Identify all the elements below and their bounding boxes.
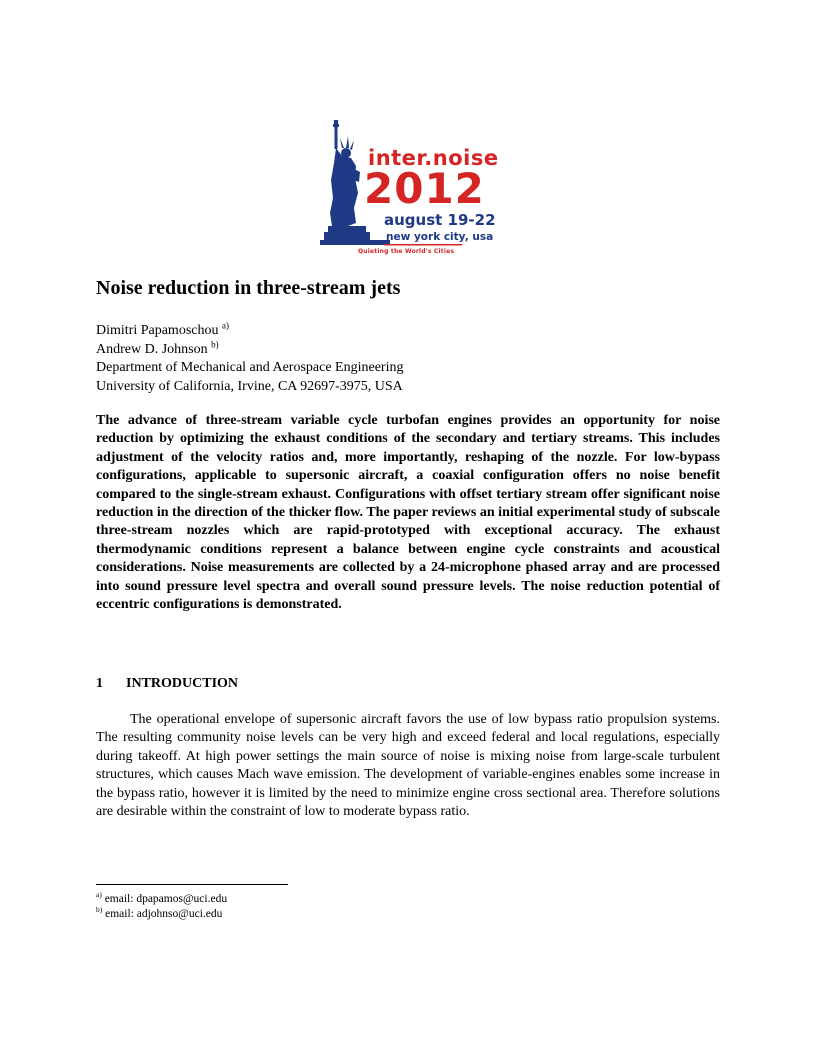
affiliation-department: Department of Mechanical and Aerospace Engineering [96,360,404,375]
section-number: 1 [96,676,103,691]
footnote-mark: a) [96,890,102,900]
logo-tagline: Quieting the World's Cities [358,248,455,255]
author-footnote-mark: b) [211,338,219,349]
author-1 [96,322,403,341]
author-footnote-mark: a) [222,320,229,331]
footnote-b [96,904,227,922]
footnote-a [96,892,227,907]
footnote-email: email: dpapamos@uci.edu [101,893,228,905]
footnotes [96,892,227,921]
section-heading [96,675,238,693]
abstract: The advance of three-stream variable cycle turbofan engines provides an opportunity for noise reduction by optimizing the exhaust conditions of the secondary and tertiary streams. This includes adjustment of the velocity ratios and, more importantly, reshaping of the nozzle. For low-bypass configurations, applicable to supersonic aircraft, a coaxial configuration offers no noise benefit compared to the single-stream exhaust. Configurations with offset tertiary stream offer significant noise reduction in the direction of the thicker flow. The paper reviews an initial experimental study of subscale three-stream nozzles which are rapid-prototyped with exceptional accuracy. The exhaust thermodynamic conditions represent a balance between engine cycle constraints and acoustical considerations. Noise measurements are collected by a 24-microphone phased array and are processed into sound pressure level spectra and overall sound pressure levels. The noise reduction potential of eccentric configurations is demonstrated. [96,413,720,613]
logo-year: 2012 [364,164,485,213]
section-title: INTRODUCTION [126,676,239,691]
author-2 [96,338,403,360]
author-name: Dimitri Papamoschou [96,323,219,338]
conference-logo [318,118,508,260]
affiliation-university: University of California, Irvine, CA 92697-3975, USA [96,378,403,394]
author-name: Andrew D. Johnson [96,341,208,357]
logo-city: new york city, usa [386,231,494,243]
logo-wordmark: inter.noise [368,146,499,170]
paper-title: Noise reduction in three-stream jets [96,277,401,299]
footnote-divider [96,884,288,885]
footnote-email: email: adjohnso@uci.edu [102,907,223,920]
footnote-mark: b) [96,904,103,914]
author-block [96,322,403,396]
introduction-paragraph: The operational envelope of supersonic aircraft favors the use of low bypass ratio propulsion systems. The resulting community noise levels can be very high and exceed federal and local regulations, especially during takeoff. At high power settings the main source of noise is mixing noise from large-scale turbulent structures, which causes Mach wave emission. The development of variable-engines enables some increase in the bypass ratio, however it is limited by the need to minimize engine cross sectional area. Therefore solutions are desirable within the constraint of low to moderate bypass ratio. [96,712,720,820]
logo-dates: august 19-22 [384,211,496,229]
